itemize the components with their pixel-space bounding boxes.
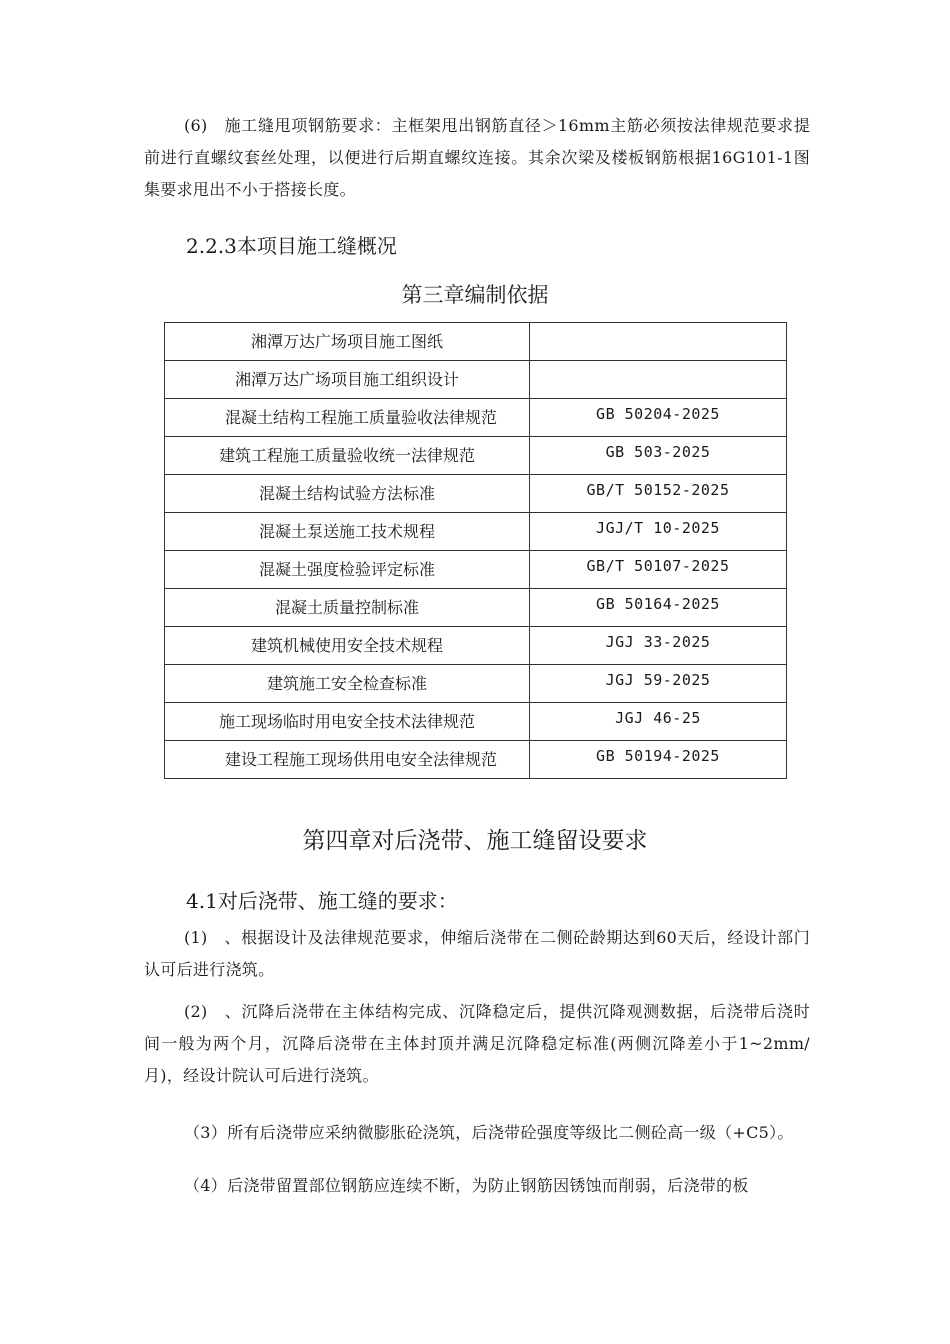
table-cell-code: GB/T 50152-2025 [530, 475, 787, 513]
table-row [165, 399, 787, 437]
table-row [165, 741, 787, 779]
table-cell-name: 混凝土结构工程施工质量验收法律规范 [165, 399, 530, 437]
table-cell-code: JGJ/T 10-2025 [530, 513, 787, 551]
table-cell-name: 混凝土质量控制标准 [165, 589, 530, 627]
table-cell-code: GB 50164-2025 [530, 589, 787, 627]
chapter-4-title: 第四章对后浇带、施工缝留设要求 [302, 828, 648, 854]
requirement-1: (1) 、根据设计及法律规范要求，伸缩后浇带在二侧砼龄期达到60天后，经设计部门认可后进行浇筑。 [144, 928, 810, 979]
table-cell-name: 湘潭万达广场项目施工组织设计 [165, 361, 530, 399]
table-cell-code: GB 503-2025 [530, 437, 787, 475]
table-cell-name: 混凝土泵送施工技术规程 [165, 513, 530, 551]
table-cell-code [530, 323, 787, 361]
table-row [165, 703, 787, 741]
requirement-4: （4）后浇带留置部位钢筋应连续不断，为防止钢筋因锈蚀而削弱，后浇带的板 [184, 1176, 749, 1195]
table-row [165, 551, 787, 589]
table-row [165, 589, 787, 627]
table-cell-name: 混凝土强度检验评定标准 [165, 551, 530, 589]
requirement-3: （3）所有后浇带应采纳微膨胀砼浇筑，后浇带砼强度等级比二侧砼高一级（+C5）。 [184, 1123, 794, 1142]
table-row [165, 627, 787, 665]
table-row [165, 323, 787, 361]
table-cell-name: 建筑工程施工质量验收统一法律规范 [165, 437, 530, 475]
table-cell-name: 施工现场临时用电安全技术法律规范 [165, 703, 530, 741]
table-cell-name: 湘潭万达广场项目施工图纸 [165, 323, 530, 361]
table-cell-code: GB 50194-2025 [530, 741, 787, 779]
table-row [165, 475, 787, 513]
table-cell-code: JGJ 59-2025 [530, 665, 787, 703]
table-row [165, 437, 787, 475]
table-cell-name: 混凝土结构试验方法标准 [165, 475, 530, 513]
chapter-3-title: 第三章编制依据 [401, 283, 549, 307]
table-row [165, 513, 787, 551]
table-cell-name: 建筑施工安全检查标准 [165, 665, 530, 703]
requirement-2: (2) 、沉降后浇带在主体结构完成、沉降稳定后，提供沉降观测数据，后浇带后浇时间一般为两个月，沉降后浇带在主体封顶并满足沉降稳定标准(两侧沉降差小于1~2mm/月)，经设计院认可后进行浇筑。 [144, 1002, 810, 1085]
table-cell-code: GB/T 50107-2025 [530, 551, 787, 589]
table-cell-code: GB 50204-2025 [530, 399, 787, 437]
table-row [165, 665, 787, 703]
section-heading-4-1: 4.1对后浇带、施工缝的要求： [186, 889, 458, 913]
table-cell-name: 建筑机械使用安全技术规程 [165, 627, 530, 665]
table-row [165, 361, 787, 399]
table-cell-code [530, 361, 787, 399]
section-heading-2-2-3: 2.2.3本项目施工缝概况 [186, 234, 397, 258]
table-cell-code: JGJ 33-2025 [530, 627, 787, 665]
table-cell-name: 建设工程施工现场供用电安全法律规范 [165, 741, 530, 779]
table-cell-code: JGJ 46-25 [530, 703, 787, 741]
basis-table [164, 322, 787, 779]
paragraph-construction-joint-rebar: (6) 施工缝甩项钢筋要求：主框架甩出钢筋直径＞16mm主筋必须按法律规范要求提前进行直螺纹套丝处理，以便进行后期直螺纹连接。其余次梁及楼板钢筋根据16G101-1图集要求甩出不小于搭接长度。 [144, 116, 810, 199]
